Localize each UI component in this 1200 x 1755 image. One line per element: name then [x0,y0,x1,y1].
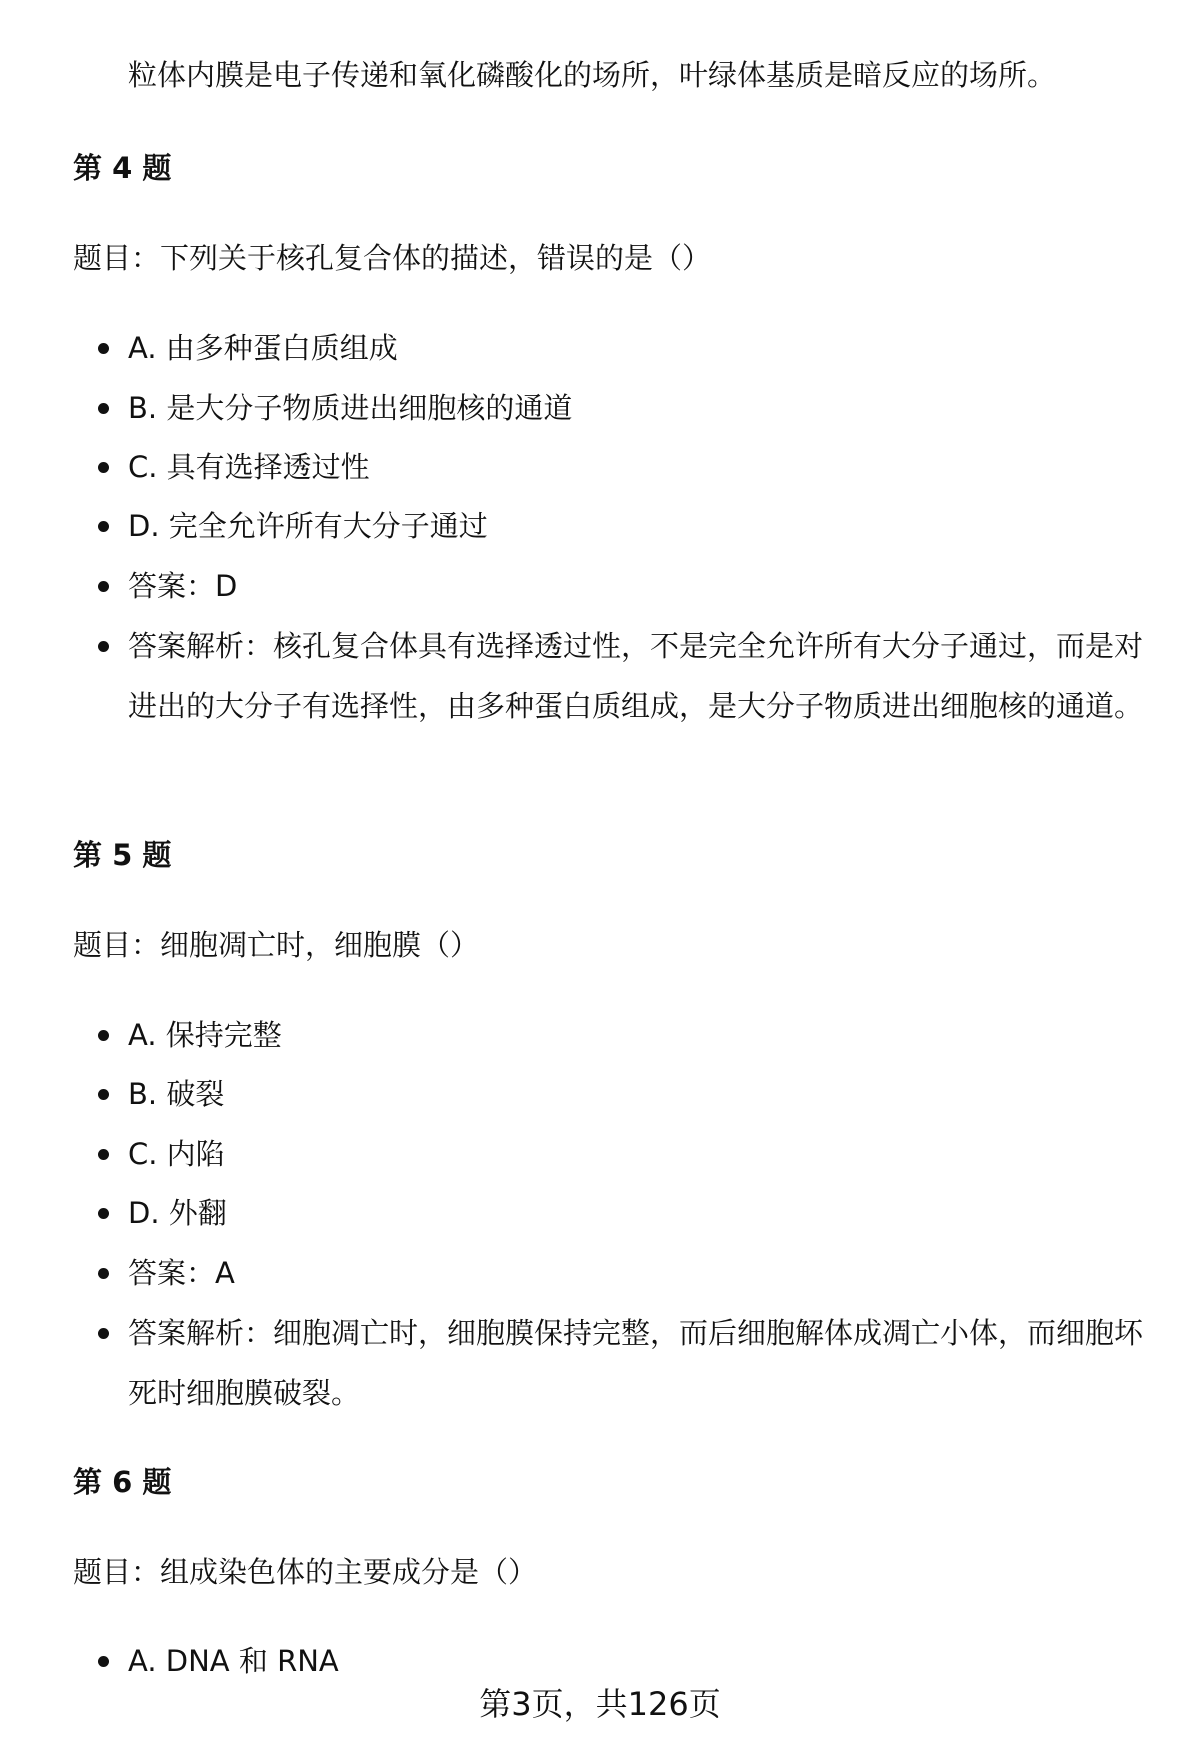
question-5-option-a: A. 保持完整 [128,1018,282,1052]
question-4-option-c: C. 具有选择透过性 [128,450,370,484]
question-4-heading: 第 4 题 [73,151,172,185]
question-5-heading: 第 5 题 [73,838,172,872]
question-4-option-d: D. 完全允许所有大分子通过 [128,509,488,543]
bullet-icon [98,521,109,532]
bullet-icon [98,1149,109,1160]
bullet-icon [98,403,109,414]
question-5-option-d: D. 外翻 [128,1196,227,1230]
bullet-icon [98,1089,109,1100]
bullet-icon [98,581,109,592]
question-4-stem: 题目：下列关于核孔复合体的描述，错误的是（） [73,241,712,275]
intro-line: 粒体内膜是电子传递和氧化磷酸化的场所，叶绿体基质是暗反应的场所。 [128,58,1057,92]
bullet-icon [98,1328,109,1339]
question-4-option-a: A. 由多种蛋白质组成 [128,331,398,365]
question-5-stem: 题目：细胞凋亡时，细胞膜（） [73,928,480,962]
question-4-answer: 答案：D [128,569,238,603]
bullet-icon [98,343,109,354]
question-5-answer: 答案：A [128,1256,235,1290]
question-6-option-a: A. DNA 和 RNA [128,1644,339,1678]
question-5-option-b: B. 破裂 [128,1077,225,1111]
question-4-option-b: B. 是大分子物质进出细胞核的通道 [128,391,573,425]
question-6-heading: 第 6 题 [73,1465,172,1499]
bullet-icon [98,1656,109,1667]
question-6-stem: 题目：组成染色体的主要成分是（） [73,1555,538,1589]
page-footer: 第3页，共126页 [479,1685,721,1723]
bullet-icon [98,462,109,473]
bullet-icon [98,1208,109,1219]
bullet-icon [98,641,109,652]
question-4-explanation: 答案解析：核孔复合体具有选择透过性，不是完全允许所有大分子通过，而是对进出的大分子有选择性，由多种蛋白质组成，是大分子物质进出细胞核的通道。 [128,629,1144,723]
bullet-icon [98,1268,109,1279]
question-5-option-c: C. 内陷 [128,1137,225,1171]
bullet-icon [98,1030,109,1041]
question-5-explanation: 答案解析：细胞凋亡时，细胞膜保持完整，而后细胞解体成凋亡小体，而细胞坏死时细胞膜破裂。 [128,1316,1144,1410]
